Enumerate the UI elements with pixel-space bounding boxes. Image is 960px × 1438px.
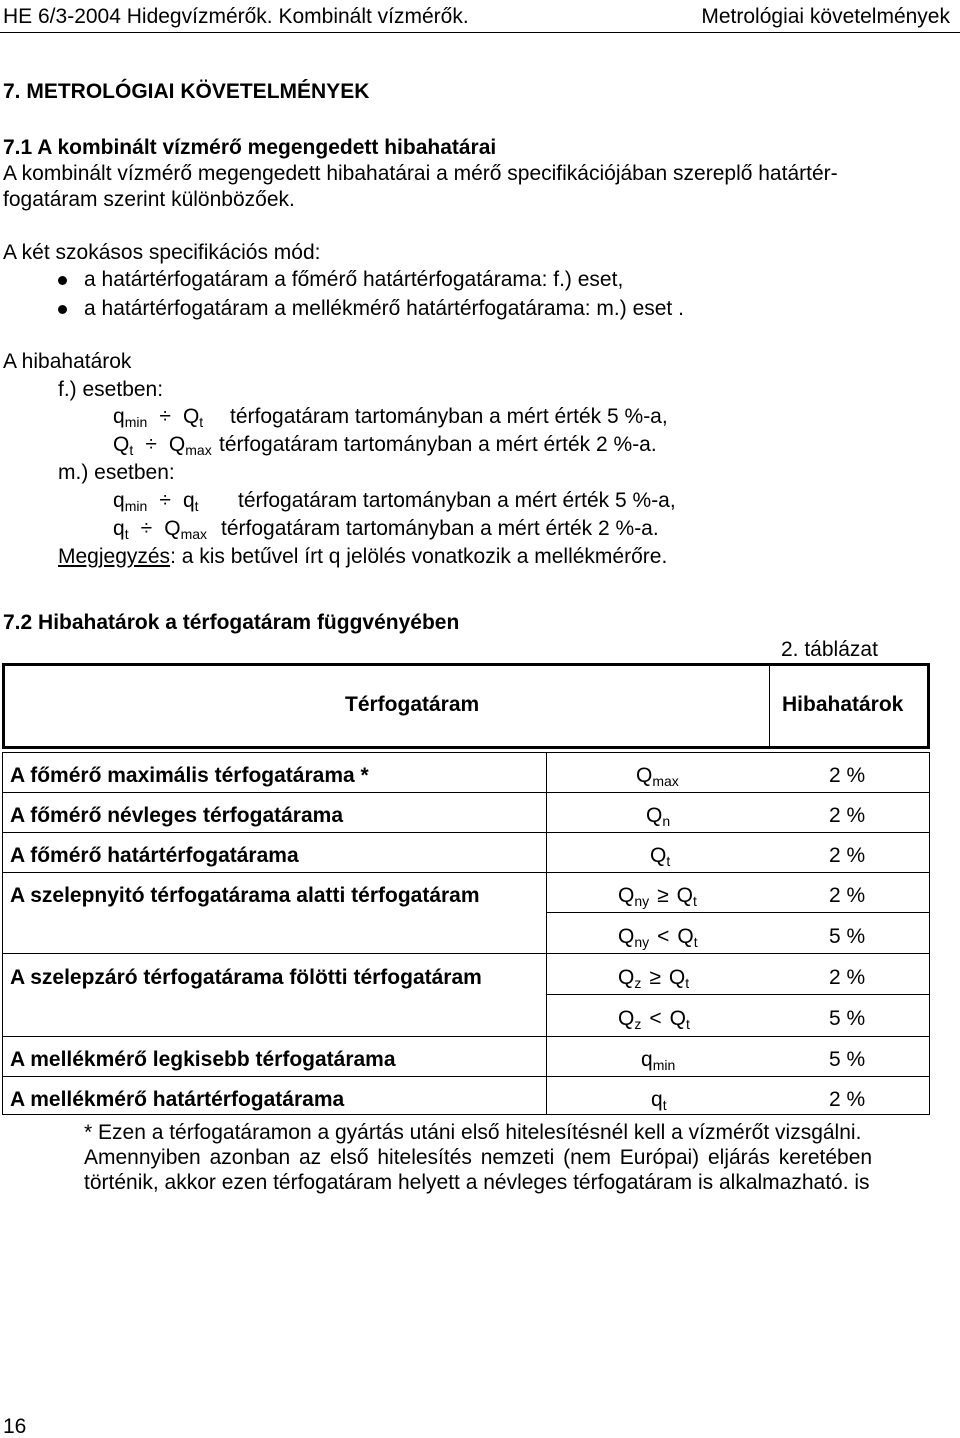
m-row-text: térfogatáram tartományban a mért érték 5 %-a, <box>238 489 676 512</box>
symbol: q <box>182 489 195 512</box>
footnote-line: Amennyiben azonban az első hitelesítés nemzeti (nem Európai) eljárás keretében <box>84 1146 873 1169</box>
subsection-title-7-1: 7.1 A kombinált vízmérő megengedett hibahatárai <box>3 136 497 159</box>
symbol-sub: max <box>180 526 208 542</box>
table-border <box>927 663 930 749</box>
table-row-label: A főmérő határtérfogatárama <box>10 844 299 867</box>
f-case-label: f.) esetben: <box>58 378 164 401</box>
table-border <box>929 752 930 1115</box>
symbol: Q <box>650 844 667 867</box>
relation-sign: < <box>657 925 670 948</box>
bullet-item: a határtérfogatáram a mellékmérő határtérfogatárama: m.) eset . <box>84 297 684 320</box>
table-row-label: A szelepnyitó térfogatárama alatti térfogatáram <box>10 884 480 907</box>
table-row-symbol <box>618 925 698 950</box>
symbol: Q <box>618 1007 635 1030</box>
table-row-value: 2 % <box>829 764 866 787</box>
note-text: : a kis betűvel írt q jelölés vonatkozik a mellékmérőre. <box>170 545 668 568</box>
table-row-label: A mellékmérő határtérfogatárama <box>10 1088 345 1111</box>
table-row-symbol <box>641 1048 676 1073</box>
table-border <box>546 752 547 1115</box>
symbol-sub: t <box>662 1097 667 1113</box>
table-row-symbol <box>618 1007 690 1032</box>
section-title: 7. METROLÓGIAI KÖVETELMÉNYEK <box>3 80 370 103</box>
table-row-label: A főmérő névleges térfogatárama <box>10 804 343 827</box>
table-border <box>2 1076 930 1077</box>
symbol: Q <box>182 405 200 428</box>
table-header-volume: Térfogatáram <box>345 693 480 716</box>
table-border <box>2 1114 930 1115</box>
table-row-symbol <box>618 884 697 909</box>
table-border <box>2 1036 930 1037</box>
bullet-icon <box>58 276 67 285</box>
footnote-line: * Ezen a térfogatáramon a gyártás utáni első hitelesítésnél kell a vízmérőt vizsgálni. <box>84 1121 862 1144</box>
table-border <box>2 752 3 1115</box>
paragraph-line: A kombinált vízmérő megengedett hibahatárai a mérő specifikációjában szereplő határtér- <box>3 162 838 185</box>
symbol: Q <box>168 433 186 456</box>
m-row <box>113 517 208 542</box>
symbol-sub: z <box>634 1016 642 1032</box>
m-row-text: térfogatáram tartományban a mért érték 2 %-a. <box>221 517 659 540</box>
symbol: Q <box>618 884 635 907</box>
f-row <box>113 433 212 458</box>
symbol-sub: max <box>652 773 679 789</box>
symbol: q <box>641 1048 653 1071</box>
subsection-title-7-2: 7.2 Hibahatárok a térfogatáram függvényében <box>3 611 460 634</box>
symbol-sub: t <box>124 526 129 542</box>
table-row-value: 2 % <box>829 966 866 989</box>
table-caption: 2. táblázat <box>781 638 878 661</box>
table-border <box>2 752 930 753</box>
f-row <box>113 405 204 430</box>
symbol: Q <box>676 884 694 907</box>
symbol: Q <box>618 925 635 948</box>
symbol: Q <box>677 925 694 948</box>
table-row-label: A szelepzáró térfogatárama fölötti térfogatáram <box>10 966 482 989</box>
m-row <box>113 489 199 514</box>
m-case-label: m.) esetben: <box>58 461 175 484</box>
symbol-sub: n <box>662 813 671 829</box>
header-left: HE 6/3-2004 Hidegvízmérők. Kombinált vízmérők. <box>3 5 469 28</box>
note <box>58 546 667 567</box>
symbol-sub: t <box>129 442 134 458</box>
table-row-value: 5 % <box>829 1048 866 1071</box>
symbol: Q <box>164 517 181 540</box>
symbol: q <box>113 517 125 540</box>
divide-icon: ÷ <box>140 517 153 540</box>
symbol-sub: min <box>124 414 148 430</box>
bullet-icon <box>58 305 67 314</box>
modes-intro: A két szokásos specifikációs mód: <box>3 241 321 264</box>
table-border <box>2 792 930 793</box>
table-row-label: A főmérő maximális térfogatárama * <box>10 764 369 787</box>
table-row-symbol <box>650 844 671 869</box>
symbol-sub: ny <box>634 893 650 909</box>
relation-sign: ≥ <box>649 966 661 989</box>
table-border <box>2 832 930 833</box>
symbol: Q <box>636 764 653 787</box>
table-row-symbol <box>636 764 679 789</box>
divide-icon: ÷ <box>145 433 157 456</box>
f-row-text: térfogatáram tartományban a mért érték 2 %-a. <box>219 433 657 456</box>
note-label: Megjegyzés <box>58 545 171 568</box>
table-border <box>2 953 930 954</box>
symbol: q <box>651 1088 663 1111</box>
f-row-text: térfogatáram tartományban a mért érték 5 %-a, <box>230 405 668 428</box>
symbol-sub: t <box>685 1016 690 1032</box>
symbol: Q <box>646 804 663 827</box>
table-row-value: 2 % <box>829 884 866 907</box>
symbol: q <box>113 489 125 512</box>
header-right: Metrológiai követelmények <box>701 5 950 28</box>
table-border <box>2 663 930 666</box>
table-row-value: 2 % <box>829 844 866 867</box>
relation-sign: ≥ <box>657 884 669 907</box>
page-number: 16 <box>3 1415 27 1438</box>
symbol-sub: ny <box>634 934 650 950</box>
symbol: Q <box>669 1007 686 1030</box>
symbol: Q <box>113 433 130 456</box>
symbol-sub: z <box>634 975 642 991</box>
paragraph-line: fogatáram szerint különbözőek. <box>3 188 295 211</box>
symbol-sub: t <box>194 498 199 514</box>
table-row-value: 5 % <box>829 1007 866 1030</box>
table-border <box>2 872 930 873</box>
symbol-sub: max <box>185 442 212 458</box>
divide-icon: ÷ <box>159 489 171 512</box>
symbol-sub: t <box>199 414 204 430</box>
symbol: q <box>113 405 125 428</box>
table-border <box>769 663 770 749</box>
table-header-limits: Hibahatárok <box>782 693 904 716</box>
table-border <box>546 912 930 913</box>
table-row-value: 2 % <box>829 1088 866 1111</box>
header-rule <box>0 32 960 33</box>
table-border <box>2 663 5 749</box>
symbol-sub: t <box>693 893 697 909</box>
table-row-label: A mellékmérő legkisebb térfogatárama <box>10 1048 396 1071</box>
table-border <box>546 994 930 995</box>
table-border <box>2 746 930 749</box>
symbol-sub: min <box>124 498 148 514</box>
bullet-item: a határtérfogatáram a főmérő határtérfogatárama: f.) eset, <box>84 268 624 291</box>
footnote-line: történik, akkor ezen térfogatáram helyett a névleges térfogatáram is alkalmazható. is <box>84 1171 870 1194</box>
table-row-symbol <box>618 966 690 991</box>
divide-icon: ÷ <box>159 405 171 428</box>
symbol-sub: t <box>685 975 690 991</box>
limits-title: A hibahatárok <box>3 350 132 373</box>
symbol: Q <box>618 966 635 989</box>
symbol-sub: min <box>652 1057 676 1073</box>
relation-sign: < <box>649 1007 662 1030</box>
table-row-value: 5 % <box>829 925 866 948</box>
symbol-sub: t <box>666 853 671 869</box>
symbol-sub: t <box>693 934 698 950</box>
symbol: Q <box>668 966 686 989</box>
table-row-symbol <box>646 804 671 829</box>
table-row-value: 2 % <box>829 804 866 827</box>
table-row-symbol <box>651 1088 667 1113</box>
